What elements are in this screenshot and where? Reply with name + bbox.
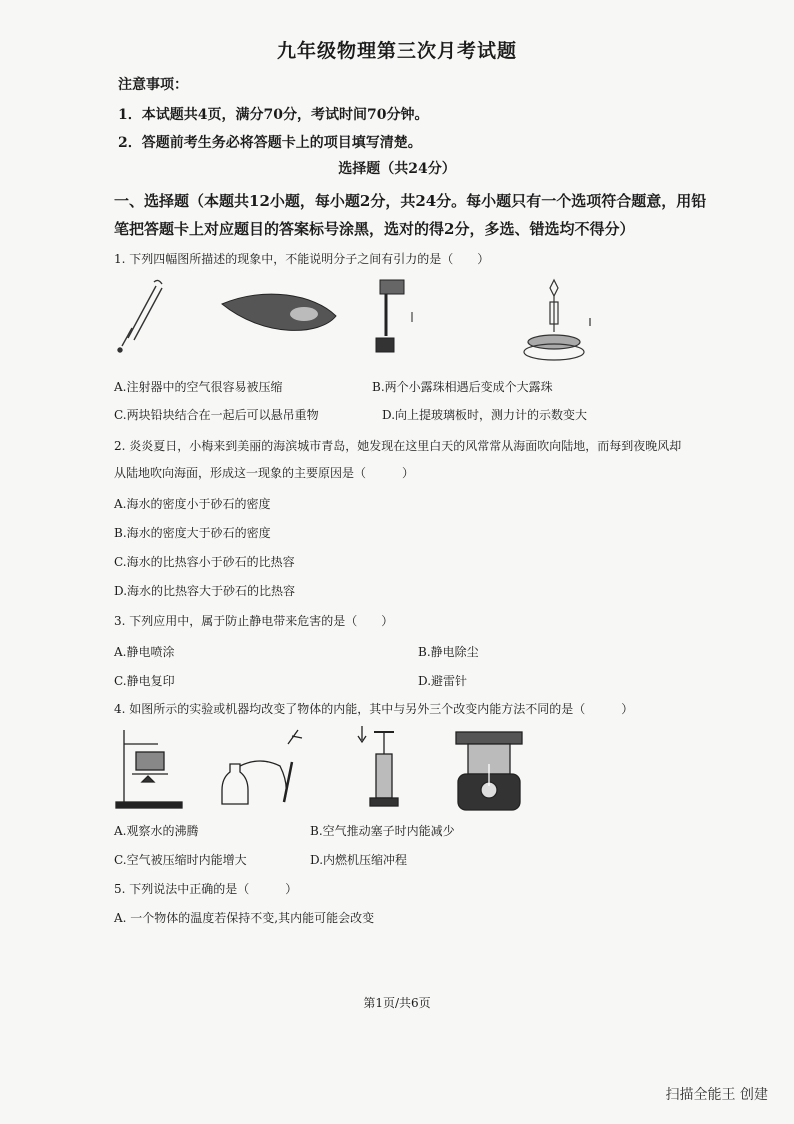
flask-stopper-figure — [222, 730, 302, 804]
question-2-option-a: A.海水的密度小于砂石的密度 — [114, 497, 271, 511]
engine-compression-figure — [456, 732, 522, 810]
question-3-option-d: D.避雷针 — [418, 674, 468, 688]
notes-label: 注意事项： — [118, 77, 188, 93]
question-2-option-d: D.海水的比热容大于砂石的比热容 — [114, 584, 296, 598]
question-4-option-d: D.内燃机压缩冲程 — [310, 853, 408, 867]
question-5-option-a: A. 一个物体的温度若保持不变,其内能可能会改变 — [114, 911, 375, 925]
note-item-1: 1．本试题共4页，满分70分，考试时间70分钟。 — [118, 107, 429, 123]
section-instruction-1: 一、选择题（本题共12小题，每小题2分，共24分。每小题只有一个选项符合题意，用铅 — [114, 192, 707, 210]
question-4-option-a: A.观察水的沸腾 — [114, 824, 199, 838]
lead-blocks-figure — [376, 280, 412, 352]
page-title: 九年级物理第三次月考试题 — [276, 40, 517, 62]
leaf-dewdrop-figure — [222, 294, 336, 330]
question-1-option-a: A.注射器中的空气很容易被压缩 — [114, 380, 283, 394]
question-3-stem: 3. 下列应用中，属于防止静电带来危害的是（ ） — [114, 614, 394, 628]
question-3-option-c: C.静电复印 — [114, 674, 175, 688]
page-footer: 第1页/共6页 — [363, 996, 431, 1010]
question-5-stem: 5. 下列说法中正确的是（ ） — [114, 882, 298, 896]
question-4-stem: 4. 如图所示的实验或机器均改变了物体的内能，其中与另外三个改变内能方法不同的是（ ） — [114, 702, 634, 716]
question-2-option-c: C.海水的比热容小于砂石的比热容 — [114, 555, 295, 569]
question-1-option-b: B.两个小露珠相遇后变成个大露珠 — [372, 380, 553, 394]
question-4-option-b: B.空气推动塞子时内能减少 — [310, 824, 455, 838]
question-1-option-d: D.向上提玻璃板时，测力计的示数变大 — [382, 408, 588, 422]
question-4-figures — [112, 724, 532, 814]
note-item-2: 2．答题前考生务必将答题卡上的项目填写清楚。 — [118, 135, 422, 151]
glass-plate-figure — [524, 280, 590, 360]
syringe-figure — [118, 280, 162, 352]
question-4-option-c: C.空气被压缩时内能增大 — [114, 853, 247, 867]
question-3-option-a: A.静电喷涂 — [114, 645, 175, 659]
scanner-stamp: 扫描全能王 创建 — [665, 1087, 768, 1103]
question-2-stem-1: 2. 炎炎夏日，小梅来到美丽的海滨城市青岛，她发现在这里白天的风常常从海面吹向陆地，而每到夜晚风却 — [114, 439, 682, 453]
question-1-stem: 1. 下列四幅图所描述的现象中，不能说明分子之间有引力的是（ ） — [114, 252, 490, 266]
question-1-option-c: C.两块铅块结合在一起后可以悬吊重物 — [114, 408, 319, 422]
question-2-option-b: B.海水的密度大于砂石的密度 — [114, 526, 271, 540]
question-1-figures — [114, 276, 594, 372]
air-compression-figure — [358, 726, 398, 806]
boiling-water-figure — [116, 730, 182, 808]
section-heading: 选择题（共24分） — [338, 161, 456, 177]
section-instruction-2: 笔把答题卡上对应题目的答案标号涂黑，选对的得2分，多选、错选均不得分） — [114, 220, 635, 238]
question-2-stem-2: 从陆地吹向海面，形成这一现象的主要原因是（ ） — [114, 466, 415, 480]
question-3-option-b: B.静电除尘 — [418, 645, 479, 659]
